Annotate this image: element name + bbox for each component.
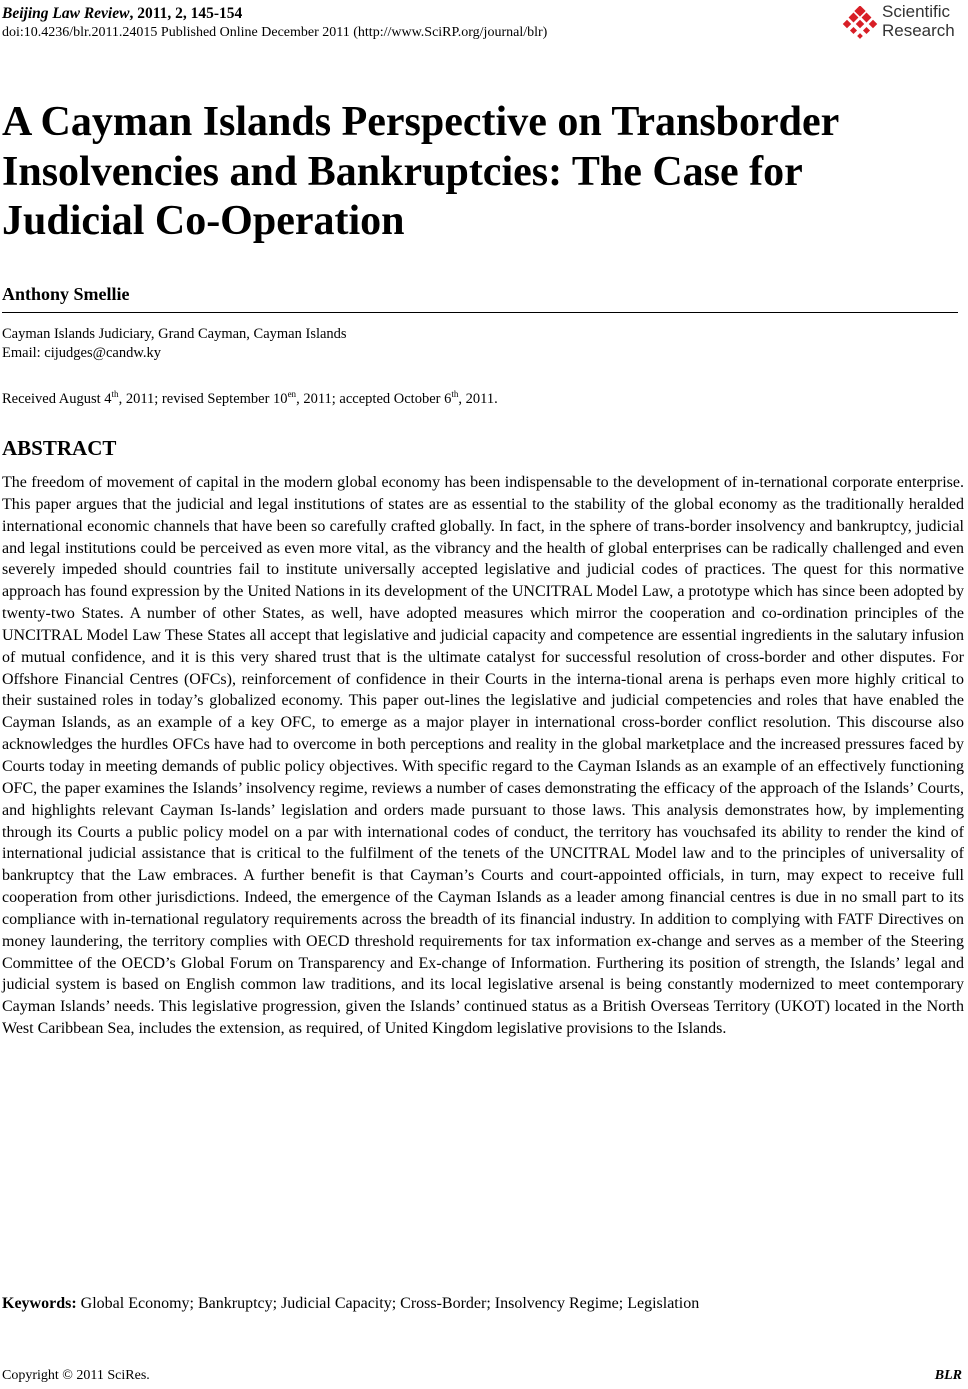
affiliation: Cayman Islands Judiciary, Grand Cayman, Cayman Islands [2,326,347,342]
logo-text [882,2,955,40]
scientific-research-logo-icon [842,6,880,40]
publisher-logo [842,2,964,42]
author-email: Email: cijudges@candw.ky [2,345,161,361]
logo-line-2: Research [882,21,955,40]
journal-citation [2,4,942,23]
keywords-label: Keywords: [2,1295,77,1312]
journal-issue: , 2011, 2, 145-154 [129,5,243,22]
dates-end: , 2011. [458,390,498,407]
copyright: Copyright © 2011 SciRes. [2,1368,150,1383]
divider [2,312,958,313]
received-text: Received August 4 [2,390,112,407]
doi-line: doi:10.4236/blr.2011.24015 Published Online December 2011 (http://www.SciRP.org/journal/blr) [2,25,548,40]
received-dates [2,385,498,409]
keywords [2,1293,699,1314]
abstract-heading: ABSTRACT [2,436,117,460]
author-name: Anthony Smellie [2,284,130,304]
revised-text: , 2011; revised September 10 [118,390,288,407]
page-header [2,4,942,42]
keywords-list: Global Economy; Bankruptcy; Judicial Capacity; Cross-Border; Insolvency Regime; Legislation [76,1295,700,1312]
article-title: A Cayman Islands Perspective on Transborder Insolvencies and Bankruptcies: The Case for Judicial Co-Operation [2,99,839,244]
accepted-sup: th [451,389,459,399]
received-sup: th [111,389,119,399]
accepted-text: , 2011; accepted October 6 [296,390,452,407]
author-affiliation-block [2,325,347,363]
journal-abbrev: BLR [934,1368,962,1383]
page-footer [2,1367,962,1385]
journal-name: Beijing Law Review [2,5,130,22]
abstract-text: The freedom of movement of capital in the modern global economy has been indispensable to the development of in-ternational corporate enterprise. This paper argues that the judicial and legal institutions of states are as essential to the stability of the global economy as the traditionally heralded international economic channels that have been so carefully crafted globally. In fact, in the sphere of trans-border insolvency and bankruptcy, judicial and legal institutions could be perceived as even more vital, as the vibrancy and the health of global enterprises can be radically challenged and even severely impeded should countries fail to institute universally accepted legislative and judicial codes of practices. The quest for this normative approach has found expression by the United Nations in its development of the UNCITRAL Model Law, a prototype which has since been adopted by twenty-two States. A number of other States, as well, have adopted measures which mirror the cooperation and co-ordination principles of the UNCITRAL Model Law These States all accept that legislative and judicial capacity and competence are essential ingredients in the salutary infusion of mutual confidence, and it is this very shared trust that is the ultimate catalyst for successful resolution of cross-border and other disputes. For Offshore Financial Centres (OFCs), reinforcement of confidence in their Courts in the interna-tional arena is perhaps even more highly critical to their sustained roles in today’s globalized economy. This paper out-lines the legislative and judicial competencies and roles that have enabled the Cayman Islands, as an example of a key OFC, to emerge as a major player in international cross-border conflict resolution. This discourse also acknowledges the hurdles OFCs have had to overcome in both perceptions and reality in the global marketplace and the increased pressures faced by Courts today in meeting demands of public policy objectives. With specific regard to the Cayman Islands as an example of an effectively functioning OFC, the paper examines the Islands’ insolvency regime, reviews a number of cases demonstrating the efficacy of the approach of the Islands’ Courts, and highlights relevant Cayman Is-lands’ legislation and orders made pursuant to those laws. This analysis demonstrates how, by implementing through its Courts a public policy model on a par with international codes of conduct, the territory has vouchsafed its ability to render the kind of international judicial assistance that is critical to the fulfilment of the tenets of the UNCITRAL Model law and to the principles of universality of bankruptcy that the Law embraces. A further benefit is that Cayman’s Courts and court-appointed officials, in turn, may expect to receive full cooperation from other jurisdictions. Indeed, the emergence of the Cayman Islands as a leader among financial centres is due in no small part to its compliance with in-ternational regulatory requirements across the breadth of its financial industry. In addition to complying with FATF Directives on money laundering, the territory complies with OECD threshold requirements for tax information ex-change and serves as a member of the Steering Committee of the OECD’s Global Forum on Transparency and Ex-change of Information. Furthering its position of strength, the Islands’ legal and judicial system is based on English common law traditions, and its local legislative arsenal is being constantly modernized to meet contemporary Cayman Islands’ needs. This legislative progression, given the Islands’ continued status as a British Overseas Territory (UKOT) located in the North West Caribbean Sea, includes the extension, as required, of United Kingdom legislative provisions to the Islands. [2,474,964,1038]
revised-sup: en [287,389,297,399]
logo-line-1: Scientific [882,2,951,21]
